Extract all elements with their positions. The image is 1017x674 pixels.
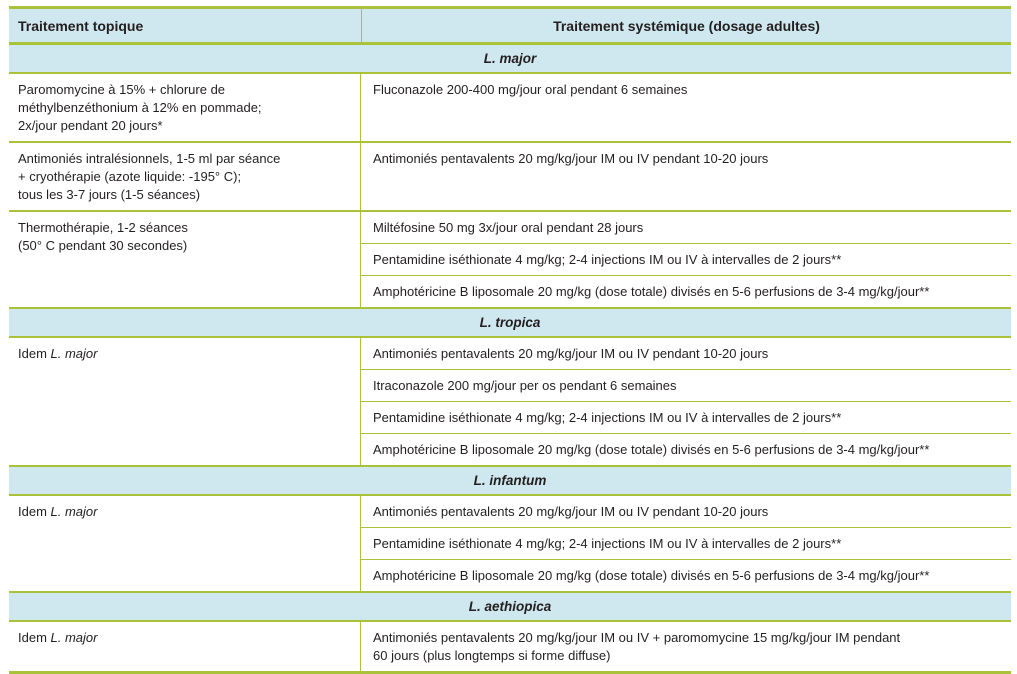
topical-cell [9, 338, 361, 465]
systemic-cell: Miltéfosine 50 mg 3x/jour oral pendant 28 jours [361, 212, 1011, 244]
table-header [9, 9, 1011, 45]
text-span: L. major [50, 504, 98, 519]
text-span: L. major [50, 346, 98, 361]
systemic-cell: Fluconazole 200-400 mg/jour oral pendant 6 semaines [373, 82, 688, 97]
systemic-cell: Itraconazole 200 mg/jour per os pendant 6 semaines [361, 370, 1011, 402]
systemic-cell: Antimoniés pentavalents 20 mg/kg/jour IM ou IV pendant 10-20 jours [361, 338, 1011, 370]
text-line: Thermothérapie, 1-2 séances [18, 220, 188, 235]
text-line: méthylbenzéthonium à 12% en pommade; [18, 100, 262, 115]
systemic-cell-group [361, 74, 1011, 141]
systemic-cell [361, 622, 1011, 671]
topical-cell [9, 212, 361, 307]
topical-cell [9, 622, 361, 671]
text-line: 2x/jour pendant 20 jours* [18, 118, 163, 133]
topical-cell [9, 143, 361, 210]
text-line: Antimoniés pentavalents 20 mg/kg/jour IM ou IV + paromomycine 15 mg/kg/jour IM pendant [373, 630, 901, 645]
systemic-cell: Pentamidine iséthionate 4 mg/kg; 2-4 injections IM ou IV à intervalles de 2 jours** [361, 402, 1011, 434]
section-title: L. major [9, 45, 1011, 74]
text-line: (50° C pendant 30 secondes) [18, 238, 188, 253]
section-title: L. infantum [9, 467, 1011, 496]
systemic-cell: Amphotéricine B liposomale 20 mg/kg (dose totale) divisés en 5-6 perfusions de 3-4 mg/kg/jour** [373, 284, 930, 299]
table-row [9, 143, 1011, 212]
systemic-cell-group [361, 143, 1011, 210]
systemic-cell-group [361, 212, 1011, 307]
systemic-cell: Pentamidine iséthionate 4 mg/kg; 2-4 injections IM ou IV à intervalles de 2 jours** [361, 528, 1011, 560]
text-line: 60 jours (plus longtemps si forme diffuse) [373, 648, 611, 663]
section-title: L. tropica [9, 309, 1011, 338]
text-span: L. major [50, 630, 98, 645]
table-row [9, 74, 1011, 143]
header-systemic: Traitement systémique (dosage adultes) [553, 17, 820, 34]
section-title: L. aethiopica [9, 593, 1011, 622]
text-span: Idem [18, 504, 51, 519]
systemic-cell-group [361, 622, 1011, 671]
header-topical: Traitement topique [9, 9, 362, 42]
text-line: Paromomycine à 15% + chlorure de [18, 82, 226, 97]
systemic-cell: Antimoniés pentavalents 20 mg/kg/jour IM ou IV pendant 10-20 jours [373, 151, 769, 166]
text-line: tous les 3-7 jours (1-5 séances) [18, 187, 201, 202]
text-line: Antimoniés intralésionnels, 1-5 ml par séance [18, 151, 281, 166]
text-span: Idem [18, 630, 51, 645]
systemic-cell-group [361, 496, 1011, 591]
systemic-cell: Amphotéricine B liposomale 20 mg/kg (dose totale) divisés en 5-6 perfusions de 3-4 mg/kg/jour** [373, 568, 930, 583]
table-row [9, 496, 1011, 593]
topical-cell [9, 74, 361, 141]
text-line: + cryothérapie (azote liquide: -195° C); [18, 169, 242, 184]
systemic-cell: Antimoniés pentavalents 20 mg/kg/jour IM ou IV pendant 10-20 jours [361, 496, 1011, 528]
text-span: Idem [18, 346, 51, 361]
table-row [9, 212, 1011, 309]
treatment-table [9, 6, 1011, 674]
systemic-cell: Pentamidine iséthionate 4 mg/kg; 2-4 injections IM ou IV à intervalles de 2 jours** [361, 244, 1011, 276]
table-row [9, 622, 1011, 671]
topical-cell [9, 496, 361, 591]
systemic-cell-group [361, 338, 1011, 465]
systemic-cell: Amphotéricine B liposomale 20 mg/kg (dose totale) divisés en 5-6 perfusions de 3-4 mg/kg/jour** [373, 442, 930, 457]
table-row [9, 338, 1011, 467]
